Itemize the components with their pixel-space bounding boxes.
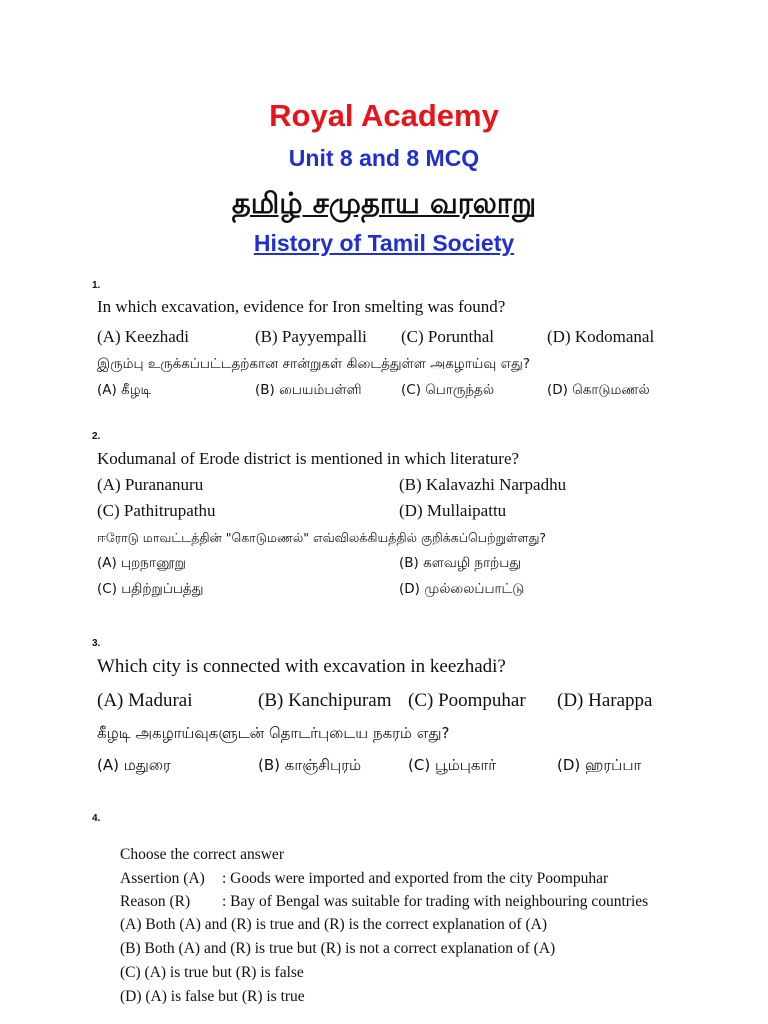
q2-option-a-ta: (A) புறநானூறு (97, 555, 186, 571)
academy-title: Royal Academy (269, 98, 499, 133)
q4-option-a: (A) Both (A) and (R) is true and (R) is the correct explanation of (A) (120, 916, 547, 933)
q2-option-a-en: (A) Purananuru (97, 475, 204, 494)
q1-option-a-en: (A) Keezhadi (97, 327, 190, 346)
q2-option-c-en: (C) Pathitrupathu (97, 501, 216, 520)
question-2-text-en: Kodumanal of Erode district is mentioned in which literature? (97, 449, 520, 468)
q3-option-d-ta: (D) ஹரப்பா (557, 756, 642, 774)
q2-option-d-en: (D) Mullaipattu (399, 501, 507, 520)
question-2-number: 2. (92, 431, 101, 442)
q2-option-d-ta: (D) முல்லைப்பாட்டு (399, 581, 525, 597)
q3-option-d-en: (D) Harappa (557, 690, 653, 711)
q4-option-c: (C) (A) is true but (R) is false (120, 964, 304, 981)
q3-option-b-en: (B) Kanchipuram (258, 690, 392, 711)
q3-option-c-en: (C) Poompuhar (408, 690, 526, 711)
q3-option-a-en: (A) Madurai (97, 690, 193, 711)
q1-option-c-ta: (C) பொருந்தல் (401, 382, 495, 398)
assertion-text: : Goods were imported and exported from the city Poompuhar (222, 870, 609, 887)
q1-option-b-ta: (B) பையம்பள்ளி (255, 382, 362, 398)
question-1-text-ta: இரும்பு உருக்கப்பட்டதற்கான சான்றுகள் கிடைத்துள்ள அகழாய்வு எது? (97, 356, 531, 372)
q2-option-b-ta: (B) களவழி நாற்பது (399, 555, 522, 571)
q1-option-d-en: (D) Kodomanal (547, 327, 655, 346)
question-4-instruction: Choose the correct answer (120, 846, 284, 863)
q2-option-b-en: (B) Kalavazhi Narpadhu (399, 475, 567, 494)
q3-option-c-ta: (C) பூம்புகார் (408, 756, 497, 774)
q2-option-c-ta: (C) பதிற்றுப்பத்து (97, 581, 204, 597)
tamil-title: தமிழ் சமுதாய வரலாறு (231, 186, 537, 220)
q1-option-a-ta: (A) கீழடி (97, 382, 152, 398)
question-3-text-en: Which city is connected with excavation in keezhadi? (97, 656, 506, 677)
unit-subtitle: Unit 8 and 8 MCQ (288, 145, 480, 171)
reason-text: : Bay of Bengal was suitable for trading with neighbouring countries (222, 893, 649, 910)
history-title: History of Tamil Society (253, 230, 515, 256)
question-1-number: 1. (92, 280, 101, 291)
q3-option-a-ta: (A) மதுரை (97, 756, 171, 774)
question-1-text-en: In which excavation, evidence for Iron smelting was found? (97, 297, 506, 316)
question-3-number: 3. (92, 638, 101, 649)
q4-option-b: (B) Both (A) and (R) is true but (R) is not a correct explanation of (A) (120, 940, 556, 957)
question-3-text-ta: கீழடி அகழாய்வுகளுடன் தொடர்புடைய நகரம் எது? (97, 724, 450, 742)
q1-option-d-ta: (D) கொடுமணல் (547, 382, 650, 398)
q3-option-b-ta: (B) காஞ்சிபுரம் (258, 756, 362, 774)
reason-label: Reason (R) (120, 893, 191, 910)
q4-option-d: (D) (A) is false but (R) is true (120, 988, 305, 1005)
assertion-label: Assertion (A) (120, 870, 205, 887)
q1-option-c-en: (C) Porunthal (401, 327, 495, 346)
q1-option-b-en: (B) Payyempalli (255, 327, 367, 346)
question-2-text-ta: ஈரோடு மாவட்டத்தின் "கொடுமணல்" எவ்விலக்கியத்தில் குறிக்கப்பெற்றுள்ளது? (97, 530, 547, 545)
question-4-number: 4. (92, 813, 101, 824)
